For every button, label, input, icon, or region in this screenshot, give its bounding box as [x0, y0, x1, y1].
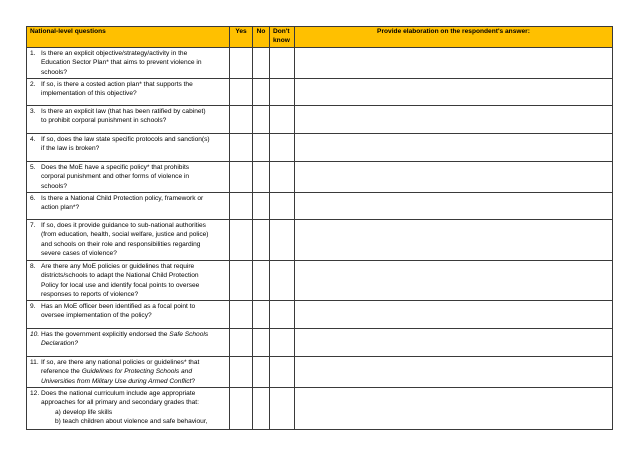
dont-know-cell[interactable] — [270, 162, 295, 193]
question-text: 2. If so, is there a costed action plan* that supports the implementation of this objective? — [27, 79, 230, 106]
no-cell[interactable] — [253, 388, 270, 430]
no-cell[interactable] — [253, 301, 270, 329]
question-row-3 — [27, 106, 613, 134]
question-text: 3. Is there an explicit law (that has been ratified by cabinet) to prohibit corporal punishment in schools? — [27, 106, 230, 134]
question-text: 7. If so, does it provide guidance to sub-national authorities (from education, health, social welfare, justice and police) and schools on their role and responsibilities regarding severe cases of violence? — [27, 220, 230, 261]
yes-cell[interactable] — [230, 357, 253, 388]
header-elaboration: Provide elaboration on the respondent's answer: — [295, 27, 613, 48]
yes-cell[interactable] — [230, 301, 253, 329]
dont-know-cell[interactable] — [270, 357, 295, 388]
yes-cell[interactable] — [230, 388, 253, 430]
question-row-2 — [27, 79, 613, 106]
no-cell[interactable] — [253, 134, 270, 162]
no-cell[interactable] — [253, 261, 270, 301]
dont-know-cell[interactable] — [270, 261, 295, 301]
yes-cell[interactable] — [230, 162, 253, 193]
yes-cell[interactable] — [230, 220, 253, 261]
question-text: 1. Is there an explicit objective/strategy/activity in the Education Sector Plan* that aims to prevent violence in schools? — [27, 48, 230, 79]
question-text: 9. Has an MoE officer been identified as a focal point to oversee implementation of the policy? — [27, 301, 230, 329]
header-questions: National-level questions — [27, 27, 230, 48]
question-text: 11. If so, are there any national policies or guidelines* that reference the Guidelines for Protecting Schools and Universities from Military Use during Armed Conflict? — [27, 357, 230, 388]
questionnaire-table — [26, 26, 613, 430]
elaboration-cell[interactable] — [295, 162, 613, 193]
elaboration-cell[interactable] — [295, 388, 613, 430]
elaboration-cell[interactable] — [295, 106, 613, 134]
dont-know-cell[interactable] — [270, 134, 295, 162]
yes-cell[interactable] — [230, 261, 253, 301]
no-cell[interactable] — [253, 79, 270, 106]
elaboration-cell[interactable] — [295, 193, 613, 220]
elaboration-cell[interactable] — [295, 357, 613, 388]
elaboration-cell[interactable] — [295, 134, 613, 162]
question-row-8 — [27, 261, 613, 301]
yes-cell[interactable] — [230, 329, 253, 357]
elaboration-cell[interactable] — [295, 79, 613, 106]
yes-cell[interactable] — [230, 106, 253, 134]
dont-know-cell[interactable] — [270, 48, 295, 79]
elaboration-cell[interactable] — [295, 329, 613, 357]
question-text: 10. Has the government explicitly endorsed the Safe Schools Declaration? — [27, 329, 230, 357]
no-cell[interactable] — [253, 357, 270, 388]
question-text: 8. Are there any MoE policies or guidelines that require districts/schools to adapt the National Child Protection Policy for local use and identify focal points to oversee responses to reports of violence? — [27, 261, 230, 301]
header-dont-know: Don't know — [270, 27, 295, 48]
yes-cell[interactable] — [230, 79, 253, 106]
no-cell[interactable] — [253, 48, 270, 79]
elaboration-cell[interactable] — [295, 261, 613, 301]
no-cell[interactable] — [253, 106, 270, 134]
no-cell[interactable] — [253, 329, 270, 357]
dont-know-cell[interactable] — [270, 329, 295, 357]
header-yes: Yes — [230, 27, 253, 48]
question-text: 4. If so, does the law state specific protocols and sanction(s) if the law is broken? — [27, 134, 230, 162]
dont-know-cell[interactable] — [270, 193, 295, 220]
yes-cell[interactable] — [230, 193, 253, 220]
question-row-9 — [27, 301, 613, 329]
dont-know-cell[interactable] — [270, 301, 295, 329]
question-text: 6. Is there a National Child Protection policy, framework or action plan*? — [27, 193, 230, 220]
header-row — [27, 27, 613, 48]
question-row-1 — [27, 48, 613, 79]
header-no: No — [253, 27, 270, 48]
question-row-11 — [27, 357, 613, 388]
question-row-6 — [27, 193, 613, 220]
yes-cell[interactable] — [230, 134, 253, 162]
question-row-5 — [27, 162, 613, 193]
dont-know-cell[interactable] — [270, 220, 295, 261]
no-cell[interactable] — [253, 162, 270, 193]
question-row-7 — [27, 220, 613, 261]
dont-know-cell[interactable] — [270, 388, 295, 430]
no-cell[interactable] — [253, 220, 270, 261]
question-text: 12. Does the national curriculum include age appropriate approaches for all primary and secondary grades that: a) develop life skills b) teach children about violence and safe behaviour, — [27, 388, 230, 430]
elaboration-cell[interactable] — [295, 48, 613, 79]
question-row-12 — [27, 388, 613, 430]
yes-cell[interactable] — [230, 48, 253, 79]
question-row-10 — [27, 329, 613, 357]
dont-know-cell[interactable] — [270, 79, 295, 106]
question-row-4 — [27, 134, 613, 162]
dont-know-cell[interactable] — [270, 106, 295, 134]
elaboration-cell[interactable] — [295, 301, 613, 329]
question-text: 5. Does the MoE have a specific policy* that prohibits corporal punishment and other forms of violence in schools? — [27, 162, 230, 193]
no-cell[interactable] — [253, 193, 270, 220]
elaboration-cell[interactable] — [295, 220, 613, 261]
